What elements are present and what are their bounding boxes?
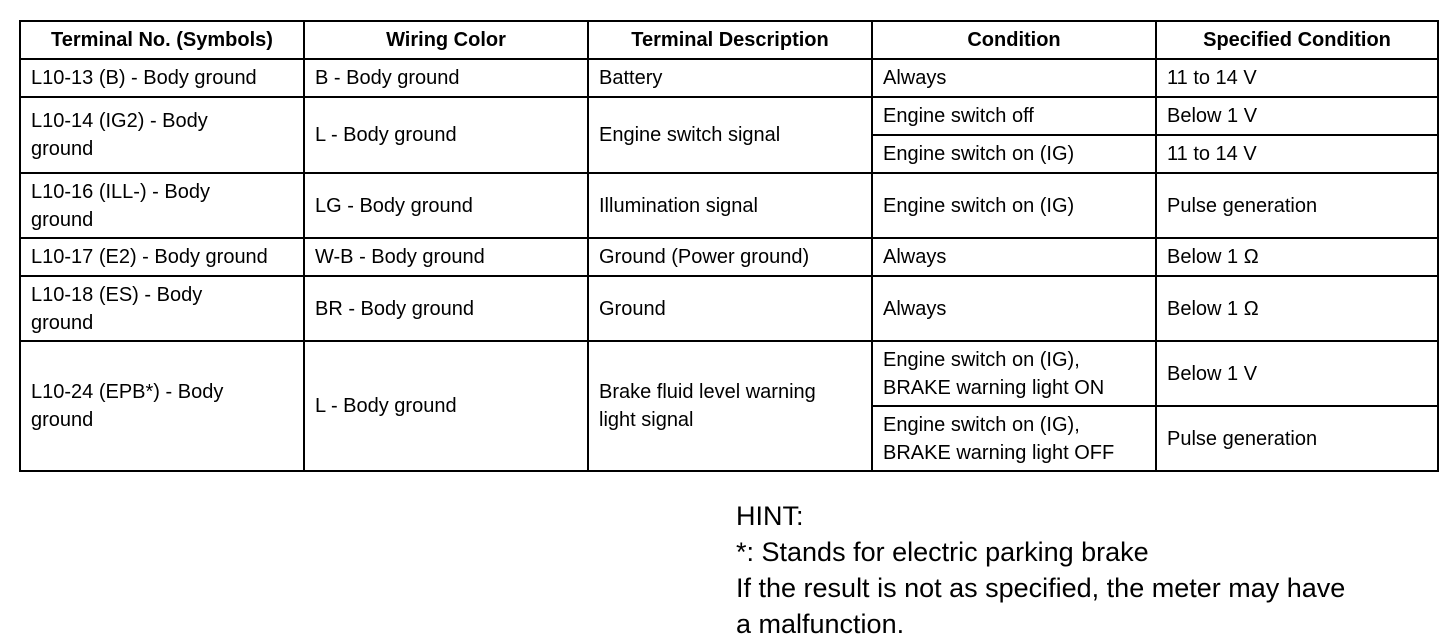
description-cell: Illumination signal: [588, 173, 872, 238]
condition-cell: Engine switch off: [872, 97, 1156, 135]
hint-note-line-1: If the result is not as specified, the meter may have: [736, 573, 1346, 603]
header-wiring-color: Wiring Color: [304, 21, 588, 59]
wiring-cell: L - Body ground: [304, 97, 588, 173]
hint-note-line-2: a malfunction.: [736, 609, 905, 639]
terminal-cell: L10-17 (E2) - Body ground: [20, 238, 304, 276]
table-row: [20, 59, 1438, 97]
header-terminal: Terminal No. (Symbols): [20, 21, 304, 59]
description-cell: Battery: [588, 59, 872, 97]
wiring-cell: B - Body ground: [304, 59, 588, 97]
specified-cell: Below 1 V: [1156, 341, 1438, 406]
condition-cell: Engine switch on (IG): [872, 173, 1156, 238]
description-cell: Engine switch signal: [588, 97, 872, 173]
specified-cell: Below 1 V: [1156, 97, 1438, 135]
condition-cell: Always: [872, 59, 1156, 97]
header-specified-condition: Specified Condition: [1156, 21, 1438, 59]
header-terminal-description: Terminal Description: [588, 21, 872, 59]
specified-cell: 11 to 14 V: [1156, 59, 1438, 97]
wiring-cell: BR - Body ground: [304, 276, 588, 341]
hint-block: [736, 498, 1436, 642]
condition-cell: Engine switch on (IG), BRAKE warning light ON: [872, 341, 1156, 406]
terminal-cell: L10-16 (ILL-) - Body ground: [20, 173, 304, 238]
table-row: [20, 173, 1438, 238]
table-header-row: [20, 21, 1438, 59]
condition-cell: Always: [872, 276, 1156, 341]
table-row: [20, 341, 1438, 406]
terminal-cell: L10-24 (EPB*) - Body ground: [20, 341, 304, 471]
specified-cell: Pulse generation: [1156, 173, 1438, 238]
wiring-cell: W-B - Body ground: [304, 238, 588, 276]
table-row: [20, 97, 1438, 135]
specified-cell: Below 1 Ω: [1156, 238, 1438, 276]
wiring-cell: L - Body ground: [304, 341, 588, 471]
specified-cell: Pulse generation: [1156, 406, 1438, 471]
hint-footnote: *: Stands for electric parking brake: [736, 537, 1149, 567]
description-cell: Brake fluid level warning light signal: [588, 341, 872, 471]
table-row: [20, 276, 1438, 341]
hint-title: HINT:: [736, 501, 804, 531]
header-condition: Condition: [872, 21, 1156, 59]
specified-cell: 11 to 14 V: [1156, 135, 1438, 173]
condition-cell: Engine switch on (IG): [872, 135, 1156, 173]
terminal-cell: L10-13 (B) - Body ground: [20, 59, 304, 97]
description-cell: Ground: [588, 276, 872, 341]
terminal-cell: L10-14 (IG2) - Body ground: [20, 97, 304, 173]
terminal-spec-table: [19, 20, 1439, 472]
condition-cell: Engine switch on (IG), BRAKE warning light OFF: [872, 406, 1156, 471]
condition-cell: Always: [872, 238, 1156, 276]
terminal-cell: L10-18 (ES) - Body ground: [20, 276, 304, 341]
table-row: [20, 238, 1438, 276]
wiring-cell: LG - Body ground: [304, 173, 588, 238]
specified-cell: Below 1 Ω: [1156, 276, 1438, 341]
description-cell: Ground (Power ground): [588, 238, 872, 276]
